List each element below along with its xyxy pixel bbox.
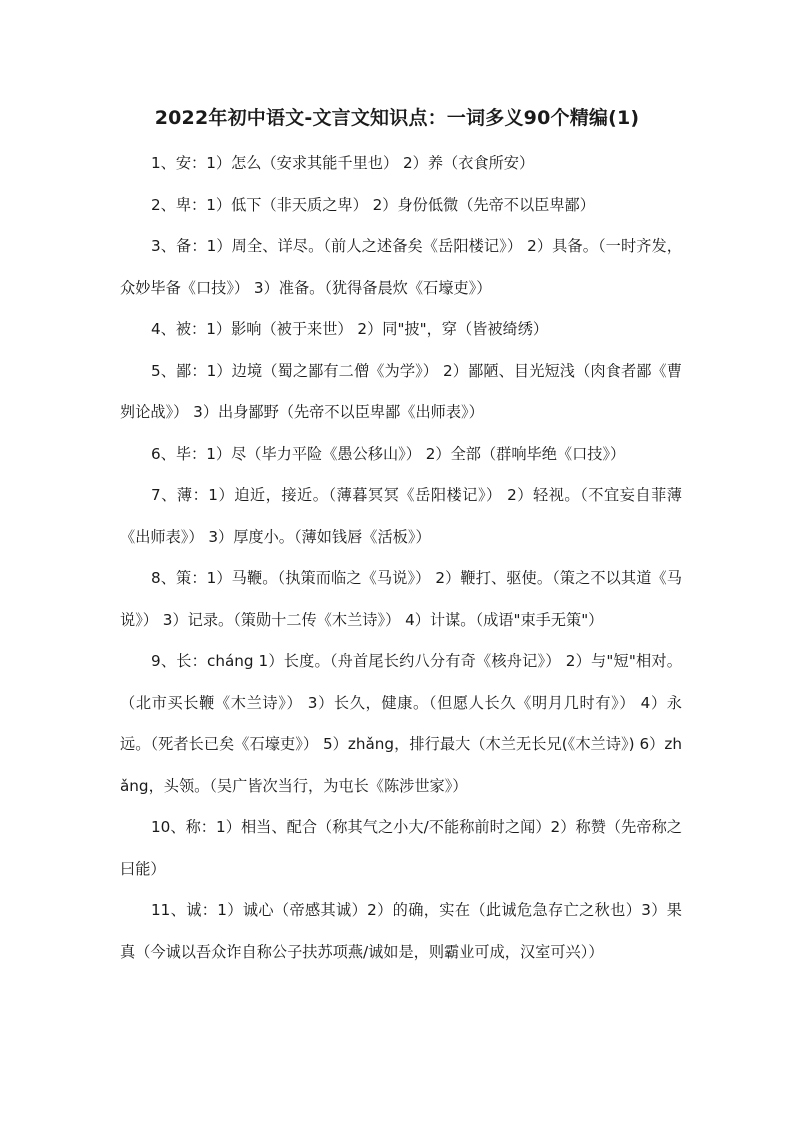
entry-paragraph: 2、卑：1）低下（非天质之卑） 2）身份低微（先帝不以臣卑鄙） <box>151 195 595 214</box>
entry-paragraph: 5、鄙：1）边境（蜀之鄙有二僧《为学》） 2）鄙陋、目光短浅（肉食者鄙《曹刿论战》） 3）出身鄙野（先帝不以臣卑鄙《出师表》） <box>120 361 682 421</box>
entry-paragraph: 8、策：1）马鞭。（执策而临之《马说》） 2）鞭打、驱使。（策之不以其道《马说》） 3）记录。（策勋十二传《木兰诗》） 4）计谋。（成语"束手无策"） <box>120 569 682 629</box>
entry-paragraph: 11、诚：1）诚心（帝感其诚）2）的确，实在（此诚危急存亡之秋也）3）果真（今诚以吾众诈自称公子扶苏项燕/诚如是，则霸业可成，汉室可兴）） <box>120 901 682 961</box>
entry-paragraph: 3、备：1）周全、详尽。（前人之述备矣《岳阳楼记》） 2）具备。（一时齐发，众妙毕备《口技》） 3）准备。（犹得备晨炊《石壕吏》） <box>120 237 682 297</box>
page-title: 2022年初中语文-文言文知识点：一词多义90个精编(1) <box>154 107 640 129</box>
entry-paragraph: 4、被：1）影响（被于来世） 2）同"披"，穿（皆被绮绣） <box>151 320 549 338</box>
entry-paragraph: 9、长：cháng 1）长度。（舟首尾长约八分有奇《核舟记》） 2）与"短"相对。（北市买长鞭《木兰诗》） 3）长久，健康。（但愿人长久《明月几时有》） 4）永远。（死者长已矣《石壕吏》） 5）zhǎng，排行最大（木兰无长兄(《木兰诗》) 6）zhǎng，头领。（吴广皆次当行，为屯长《陈涉世家》） <box>120 652 682 795</box>
entry-paragraph: 10、称：1）相当、配合（称其气之小大/不能称前时之闻）2）称赞（先帝称之曰能） <box>120 818 682 878</box>
entry-paragraph: 6、毕：1）尽（毕力平险《愚公移山》） 2）全部（群响毕绝《口技》） <box>151 444 626 463</box>
document-body <box>120 143 682 973</box>
entry-paragraph: 1、安：1）怎么（安求其能千里也） 2）养（衣食所安） <box>151 154 535 172</box>
entry-paragraph: 7、薄：1）迫近，接近。（薄暮冥冥《岳阳楼记》） 2）轻视。（不宜妄自菲薄《出师表》） 3）厚度小。（薄如钱唇《活板》） <box>120 486 682 546</box>
